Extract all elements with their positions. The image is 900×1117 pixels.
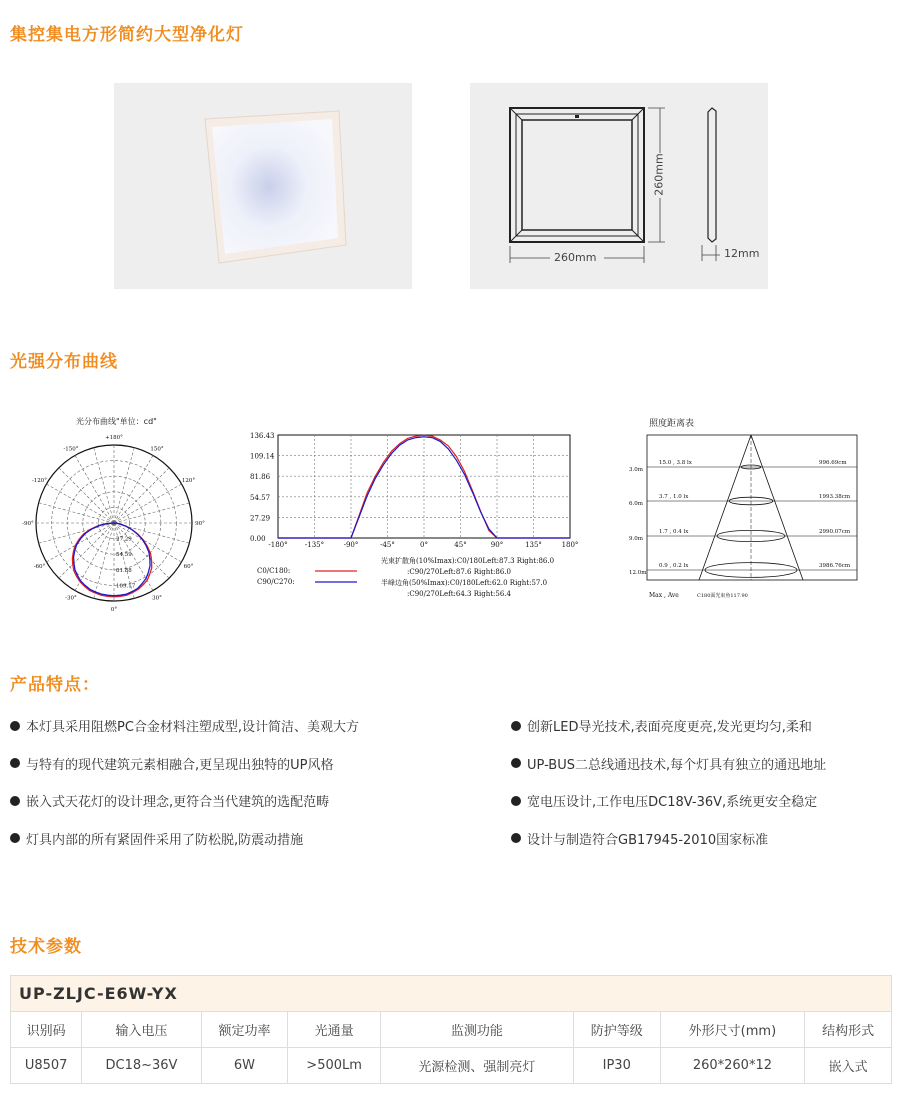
depth-dimension-label: 12mm bbox=[724, 247, 760, 260]
dimension-drawing bbox=[470, 83, 768, 289]
linechart-note: :C90/270Left:64.3 Right:56.4 bbox=[407, 590, 511, 598]
illuminance-chart bbox=[625, 410, 865, 605]
linechart-y-tick: 54.57 bbox=[250, 493, 271, 502]
polar-chart bbox=[18, 408, 218, 613]
linechart-x-tick: -45° bbox=[380, 541, 395, 549]
spec-header-cell: 识别码 bbox=[11, 1012, 82, 1048]
bullet-icon bbox=[10, 796, 20, 806]
linechart-x-tick: -180° bbox=[268, 541, 288, 549]
linechart-note: 半峰边角(50%Imax):C0/180Left:62.0 Right:57.0 bbox=[381, 579, 548, 587]
polar-spoke bbox=[59, 468, 114, 523]
linechart-note: :C90/270Left:87.6 Right:86.0 bbox=[407, 568, 511, 576]
product-title: 集控集电方形简约大型净化灯 bbox=[10, 25, 244, 45]
feature-item bbox=[10, 754, 334, 773]
linechart-x-tick: 135° bbox=[525, 541, 542, 549]
feature-text: 本灯具采用阻燃PC合金材料注塑成型,设计简洁、美观大方 bbox=[26, 720, 360, 735]
feature-text: 创新LED导光技术,表面亮度更亮,发光更均匀,柔和 bbox=[527, 720, 812, 735]
linechart-x-tick: 45° bbox=[454, 541, 467, 549]
spec-value-cell: IP30 bbox=[573, 1048, 660, 1084]
linechart-y-tick: 27.29 bbox=[250, 514, 271, 523]
illum-diameter: 2990.07cm bbox=[819, 529, 851, 535]
feature-item bbox=[10, 791, 329, 810]
polar-spoke bbox=[114, 503, 189, 523]
polar-angle-label: -90° bbox=[22, 521, 34, 527]
polar-chart-svg bbox=[18, 428, 218, 623]
illum-distance: 3.0m bbox=[629, 467, 643, 473]
polar-angle-label: 0° bbox=[110, 607, 118, 613]
spec-header-cell: 光通量 bbox=[288, 1012, 381, 1048]
polar-spoke bbox=[46, 484, 114, 523]
illum-diameter: 996.69cm bbox=[819, 460, 847, 466]
spec-header-cell: 输入电压 bbox=[82, 1012, 201, 1048]
linechart-frame bbox=[278, 435, 570, 538]
polar-ring-label: 109.17 bbox=[116, 583, 136, 590]
polar-angle-label: -60° bbox=[33, 564, 46, 570]
bullet-icon bbox=[511, 758, 521, 768]
linechart-y-tick: 0.00 bbox=[250, 535, 266, 543]
polar-angle-label: 60° bbox=[183, 564, 194, 570]
spec-value-cell: 6W bbox=[201, 1048, 288, 1084]
linechart-x-tick: 90° bbox=[490, 541, 504, 549]
polar-angle-label: 150° bbox=[150, 446, 164, 453]
polar-chart-title: 光分布曲线"单位：cd" bbox=[76, 417, 157, 426]
illum-diameter: 3986.76cm bbox=[819, 563, 851, 569]
spec-value-cell: 光源检测、强制亮灯 bbox=[380, 1048, 573, 1084]
spec-header-cell: 防护等级 bbox=[573, 1012, 660, 1048]
spec-header-row bbox=[11, 1012, 892, 1048]
polar-angle-label: 120° bbox=[181, 478, 196, 484]
illum-footer-left: Max , Ave bbox=[649, 592, 679, 599]
linechart-x-tick: -90° bbox=[343, 541, 359, 549]
spec-header-cell: 额定功率 bbox=[201, 1012, 288, 1048]
spec-title: 技术参数 bbox=[10, 937, 82, 957]
illum-distance: 9.0m bbox=[629, 536, 643, 542]
linechart-x-tick: 0° bbox=[420, 541, 428, 549]
legend-label: C0/C180: bbox=[257, 567, 291, 575]
illuminance-title: 照度距离表 bbox=[649, 419, 695, 429]
feature-item bbox=[10, 829, 303, 848]
polar-ring-label: 27.29 bbox=[116, 536, 132, 543]
polar-angle-label: 30° bbox=[152, 595, 162, 602]
polar-spoke bbox=[75, 455, 114, 523]
spec-value-cell: U8507 bbox=[11, 1048, 82, 1084]
feature-text: 灯具内部的所有紧固件采用了防松脱,防震动措施 bbox=[26, 832, 304, 848]
spec-header-cell: 外形尺寸(mm) bbox=[660, 1012, 805, 1048]
illum-distance: 6.0m bbox=[629, 501, 643, 507]
polar-spoke bbox=[114, 448, 134, 523]
polar-ring-label: 81.88 bbox=[116, 567, 132, 574]
illum-distance: 12.0m bbox=[629, 570, 647, 576]
features-title: 产品特点： bbox=[10, 675, 100, 695]
illum-lux: 1.7 , 0.4 lx bbox=[659, 529, 689, 535]
feature-text: UP-BUS二总线通迅技术,每个灯具有独立的通迅地址 bbox=[527, 757, 827, 773]
polar-spoke bbox=[46, 523, 114, 562]
polar-spoke bbox=[39, 523, 114, 543]
spec-value-row bbox=[11, 1048, 892, 1084]
bullet-icon bbox=[10, 758, 20, 768]
linechart-y-tick: 81.86 bbox=[250, 473, 271, 482]
feature-item bbox=[511, 754, 826, 773]
bullet-icon bbox=[511, 721, 521, 731]
spec-value-cell: >500Lm bbox=[288, 1048, 381, 1084]
polar-angle-label: 90° bbox=[195, 521, 205, 527]
bullet-icon bbox=[10, 833, 20, 843]
product-photo bbox=[114, 83, 412, 289]
panel-light-illustration bbox=[114, 83, 412, 289]
line-chart-svg bbox=[245, 425, 590, 610]
linechart-y-tick: 136.43 bbox=[250, 432, 275, 440]
linechart-series-line bbox=[278, 435, 570, 538]
spec-model: UP-ZLJC-E6W-YX bbox=[11, 976, 892, 1012]
feature-text: 嵌入式天花灯的设计理念,更符合当代建筑的选配范畴 bbox=[26, 795, 330, 810]
feature-text: 设计与制造符合GB17945-2010国家标准 bbox=[527, 832, 769, 848]
feature-item bbox=[511, 791, 817, 810]
illum-lux: 0.9 , 0.2 lx bbox=[659, 563, 689, 569]
bullet-icon bbox=[511, 833, 521, 843]
spec-table bbox=[10, 975, 892, 1084]
polar-spoke bbox=[94, 448, 114, 523]
illum-frame bbox=[647, 435, 857, 580]
illuminance-svg bbox=[625, 410, 865, 605]
bullet-icon bbox=[10, 721, 20, 731]
linechart-x-tick: -135° bbox=[304, 541, 325, 549]
polar-angle-label: -150° bbox=[63, 446, 79, 453]
polar-angle-label: -30° bbox=[65, 595, 77, 602]
spec-header-cell: 监测功能 bbox=[380, 1012, 573, 1048]
linechart-x-tick: 180° bbox=[561, 541, 579, 549]
feature-item bbox=[511, 829, 768, 848]
illum-cone-right bbox=[751, 435, 803, 580]
illum-cone-left bbox=[699, 435, 751, 580]
legend-label: C90/C270: bbox=[257, 578, 295, 586]
intensity-line-chart bbox=[245, 425, 590, 610]
polar-spoke bbox=[114, 468, 169, 523]
feature-item bbox=[511, 716, 812, 735]
illum-lux: 15.0 , 3.8 lx bbox=[659, 460, 692, 466]
bullet-icon bbox=[511, 796, 521, 806]
feature-item bbox=[10, 716, 359, 735]
feature-text: 宽电压设计,工作电压DC18V-36V,系统更安全稳定 bbox=[527, 795, 818, 810]
polar-spoke bbox=[114, 455, 153, 523]
illum-lux: 3.7 , 1.0 lx bbox=[659, 494, 689, 500]
light-distribution-title: 光强分布曲线 bbox=[10, 352, 118, 372]
illum-footer-right: C180面光束角117.90 bbox=[697, 593, 748, 599]
polar-spoke bbox=[94, 523, 114, 598]
feature-text: 与特有的现代建筑元素相融合,更呈现出独特的UP风格 bbox=[26, 757, 334, 773]
polar-ring-label: 54.59 bbox=[116, 552, 132, 559]
illum-diameter: 1993.38cm bbox=[819, 494, 851, 500]
polar-spoke bbox=[39, 503, 114, 523]
spec-value-cell: DC18~36V bbox=[82, 1048, 201, 1084]
linechart-y-tick: 109.14 bbox=[250, 452, 275, 461]
width-dimension-label: 260mm bbox=[554, 251, 597, 264]
polar-angle-label: +180° bbox=[105, 435, 123, 441]
height-dimension-label: 260mm bbox=[652, 153, 666, 196]
linechart-note: 光束扩散角(10%Imax):C0/180Left:87.3 Right:86.0 bbox=[381, 557, 555, 565]
polar-angle-label: -120° bbox=[31, 478, 48, 484]
polar-spoke bbox=[114, 484, 182, 523]
spec-value-cell: 嵌入式 bbox=[805, 1048, 892, 1084]
spec-value-cell: 260*260*12 bbox=[660, 1048, 805, 1084]
spec-header-cell: 结构形式 bbox=[805, 1012, 892, 1048]
